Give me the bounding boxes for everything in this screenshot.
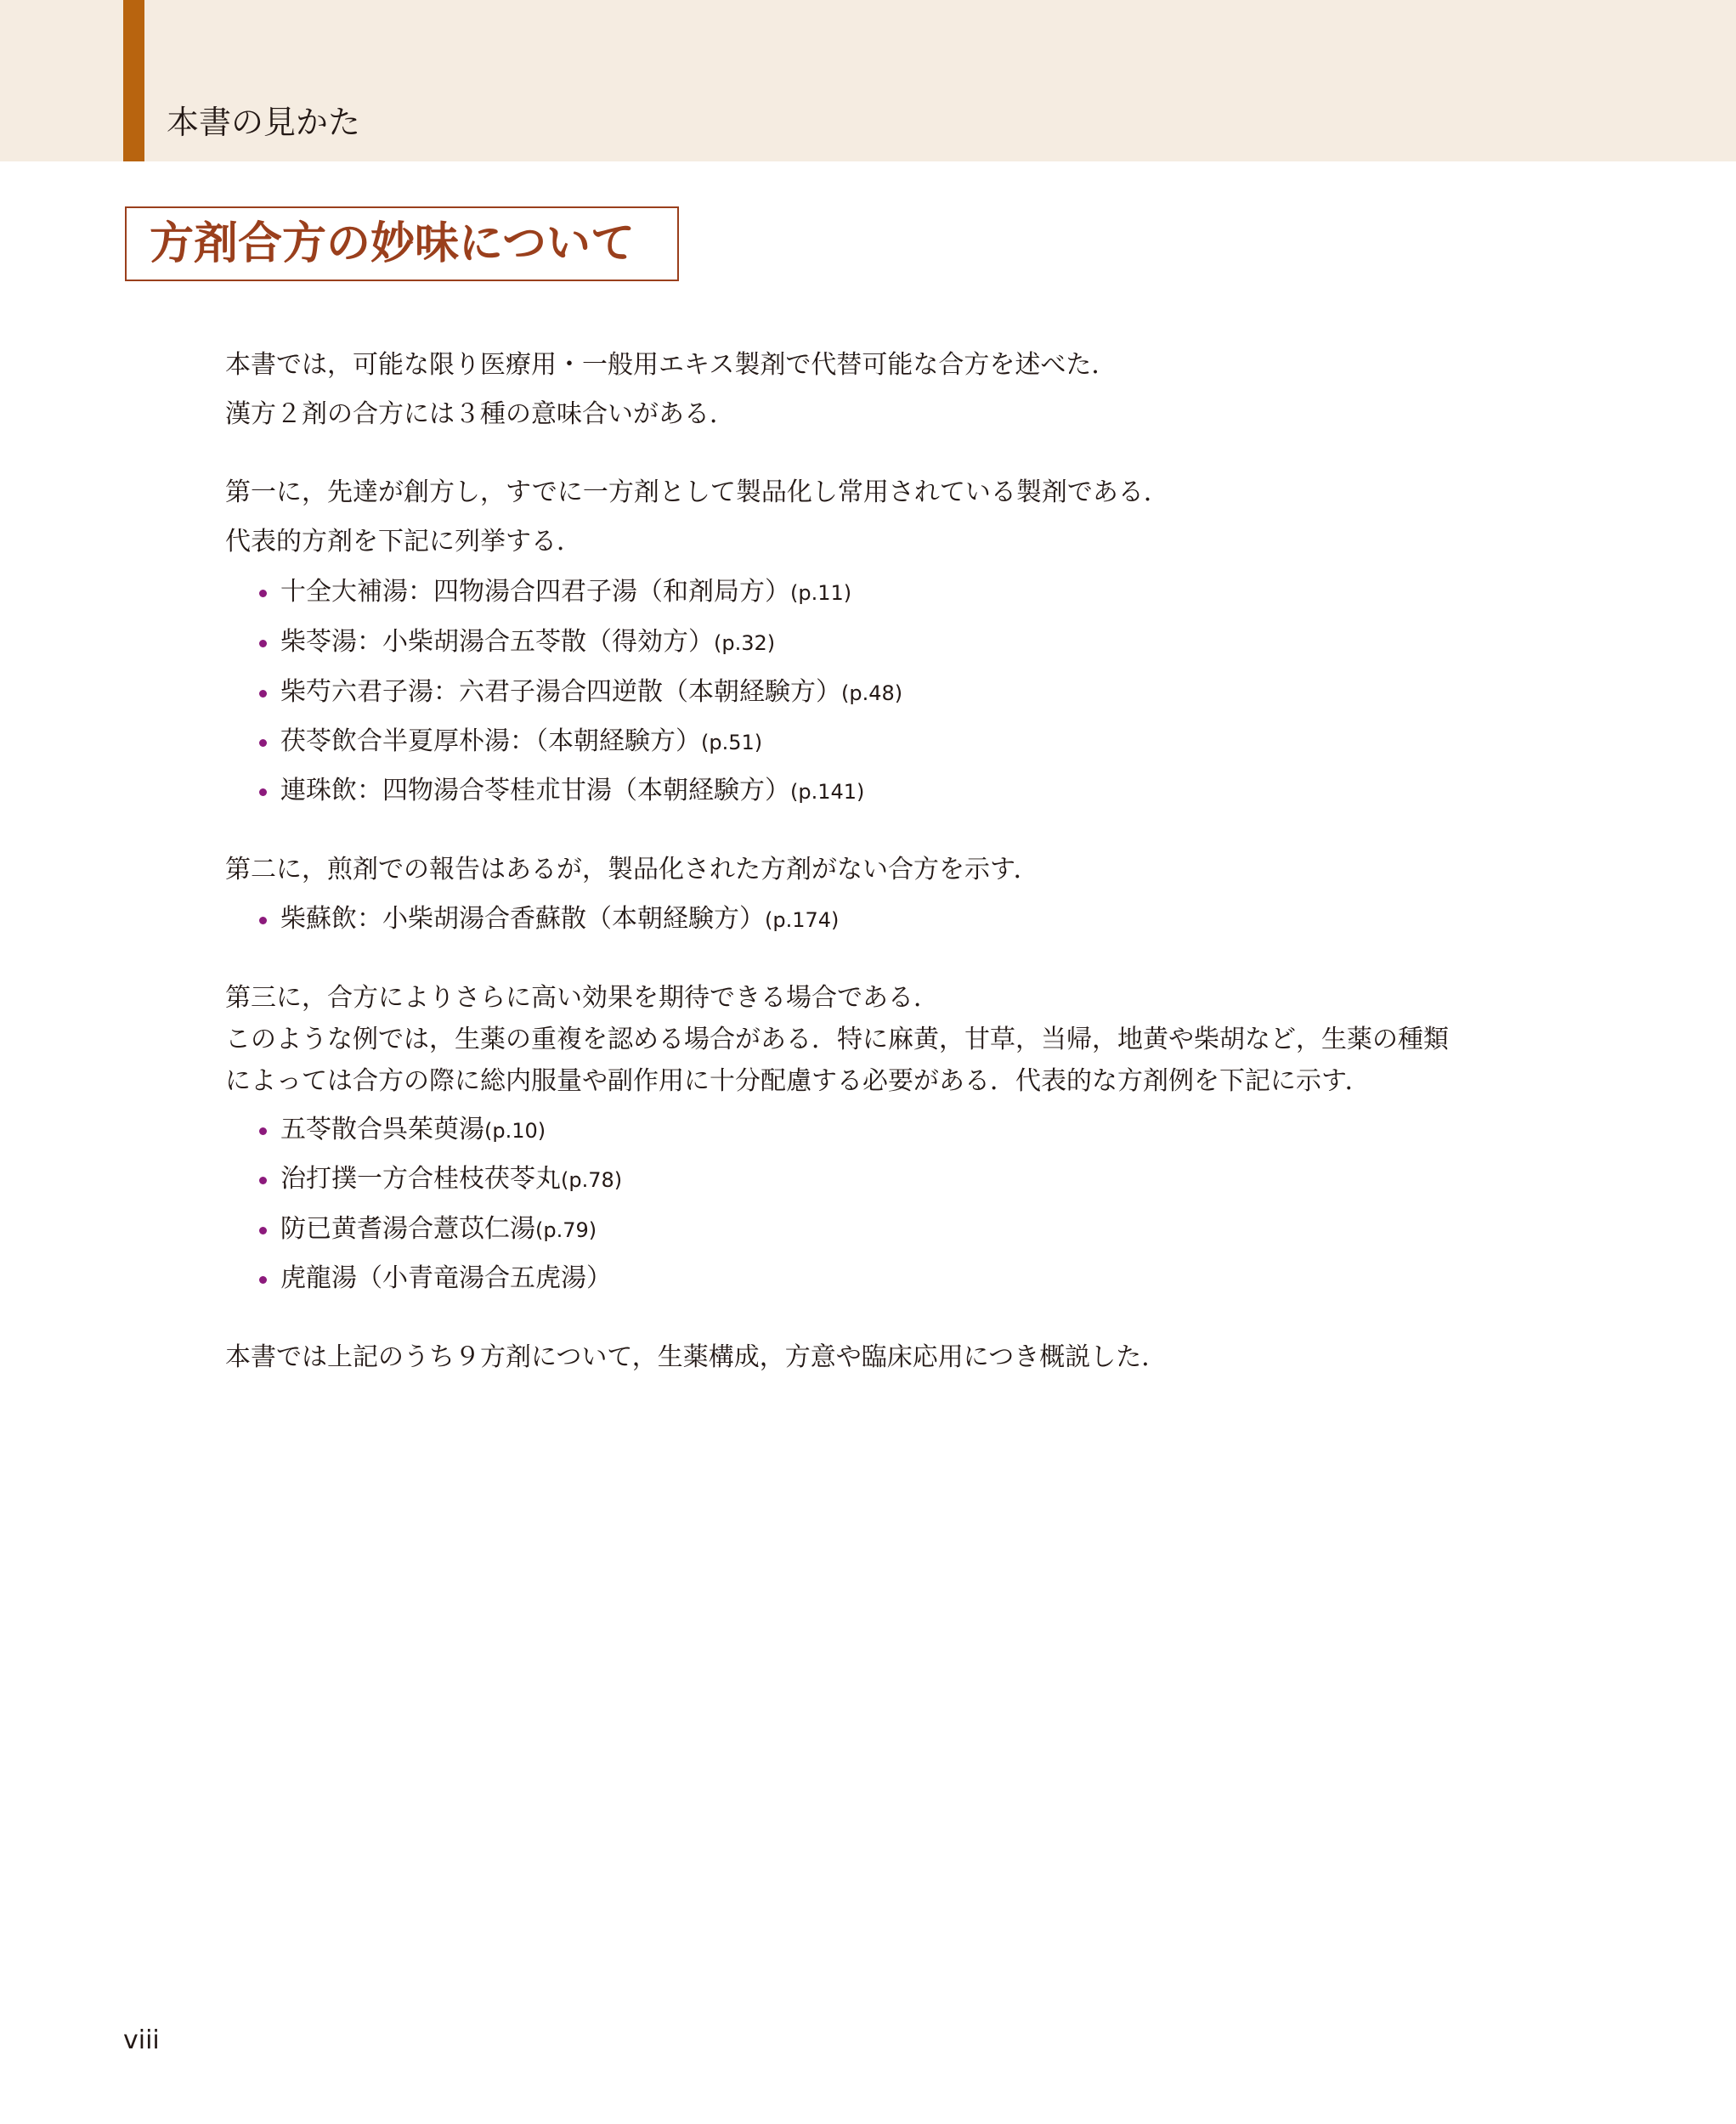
page-ref: (p.48) xyxy=(841,681,903,705)
third-line-1: 第三に，合方によりさらに高い効果を期待できる場合である． xyxy=(225,983,939,1013)
page-ref: (p.11) xyxy=(790,581,852,605)
intro-line-1: 本書では，可能な限り医療用・一般用エキス製剤で代替可能な合方を述べた． xyxy=(225,350,1117,380)
page-ref: (p.79) xyxy=(535,1218,597,1242)
page-ref: (p.10) xyxy=(484,1119,546,1143)
item-text: 防已黄耆湯合薏苡仁湯 xyxy=(280,1214,535,1244)
page-ref: (p.141) xyxy=(790,780,865,804)
second-line-1: 第二に，煎剤での報告はあるが，製品化された方剤がない合方を示す． xyxy=(225,855,1039,884)
bullet-dot xyxy=(259,917,267,924)
list-item xyxy=(280,624,775,662)
list-item xyxy=(280,1111,546,1150)
list-item xyxy=(280,723,762,761)
item-text: 柴蘇飲：小柴胡湯合香蘇散（本朝経験方） xyxy=(280,904,765,934)
bullet-dot xyxy=(259,1177,267,1184)
list-item xyxy=(280,1260,612,1298)
list-item xyxy=(280,1211,597,1249)
first-line-1: 第一に，先達が創方し，すでに一方剤として製品化し常用されている製剤である． xyxy=(225,477,1169,507)
list-item xyxy=(280,1161,622,1199)
bullet-dot xyxy=(259,590,267,597)
list-item xyxy=(280,674,902,712)
header-title: 本書の見かた xyxy=(167,104,361,141)
section-title: 方剤合方の妙味について xyxy=(150,218,635,269)
page-ref: (p.174) xyxy=(765,908,840,932)
third-line-2: このような例では，生薬の重複を認める場合がある．特に麻黄，甘草，当帰，地黄や柴胡など，生薬の種類 xyxy=(225,1025,1449,1054)
page-ref: (p.78) xyxy=(561,1168,623,1192)
item-text: 十全大補湯：四物湯合四君子湯（和剤局方） xyxy=(280,577,790,607)
bullet-dot xyxy=(259,739,267,747)
intro-line-2: 漢方２剤の合方には３種の意味合いがある． xyxy=(225,399,735,429)
item-text: 連珠飲：四物湯合苓桂朮甘湯（本朝経験方） xyxy=(280,776,790,805)
first-line-2: 代表的方剤を下記に列挙する． xyxy=(225,527,582,556)
page-ref: (p.32) xyxy=(714,631,776,655)
bullet-dot xyxy=(259,690,267,698)
bullet-dot xyxy=(259,788,267,796)
bullet-dot xyxy=(259,1276,267,1284)
list-item xyxy=(280,772,864,811)
item-text: 茯苓飲合半夏厚朴湯：（本朝経験方） xyxy=(280,726,701,756)
list-item xyxy=(280,901,839,939)
bullet-dot xyxy=(259,640,267,647)
bullet-dot xyxy=(259,1227,267,1234)
item-text: 治打撲一方合桂枝茯苓丸 xyxy=(280,1164,561,1194)
page-ref: (p.51) xyxy=(701,731,763,754)
item-text: 柴芍六君子湯：六君子湯合四逆散（本朝経験方） xyxy=(280,677,841,707)
bullet-dot xyxy=(259,1127,267,1135)
third-line-3: によっては合方の際に総内服量や副作用に十分配慮する必要がある．代表的な方剤例を下記に示す． xyxy=(225,1066,1371,1096)
item-text: 五苓散合呉茱萸湯 xyxy=(280,1115,484,1144)
closing-line: 本書では上記のうち９方剤について，生薬構成，方意や臨床応用につき概説した． xyxy=(225,1342,1168,1372)
item-text: 柴苓湯：小柴胡湯合五苓散（得効方） xyxy=(280,627,714,657)
item-text: 虎龍湯（小青竜湯合五虎湯） xyxy=(280,1263,612,1293)
page-number: viii xyxy=(123,2025,160,2055)
list-item xyxy=(280,573,851,612)
header-accent-bar xyxy=(123,0,144,161)
